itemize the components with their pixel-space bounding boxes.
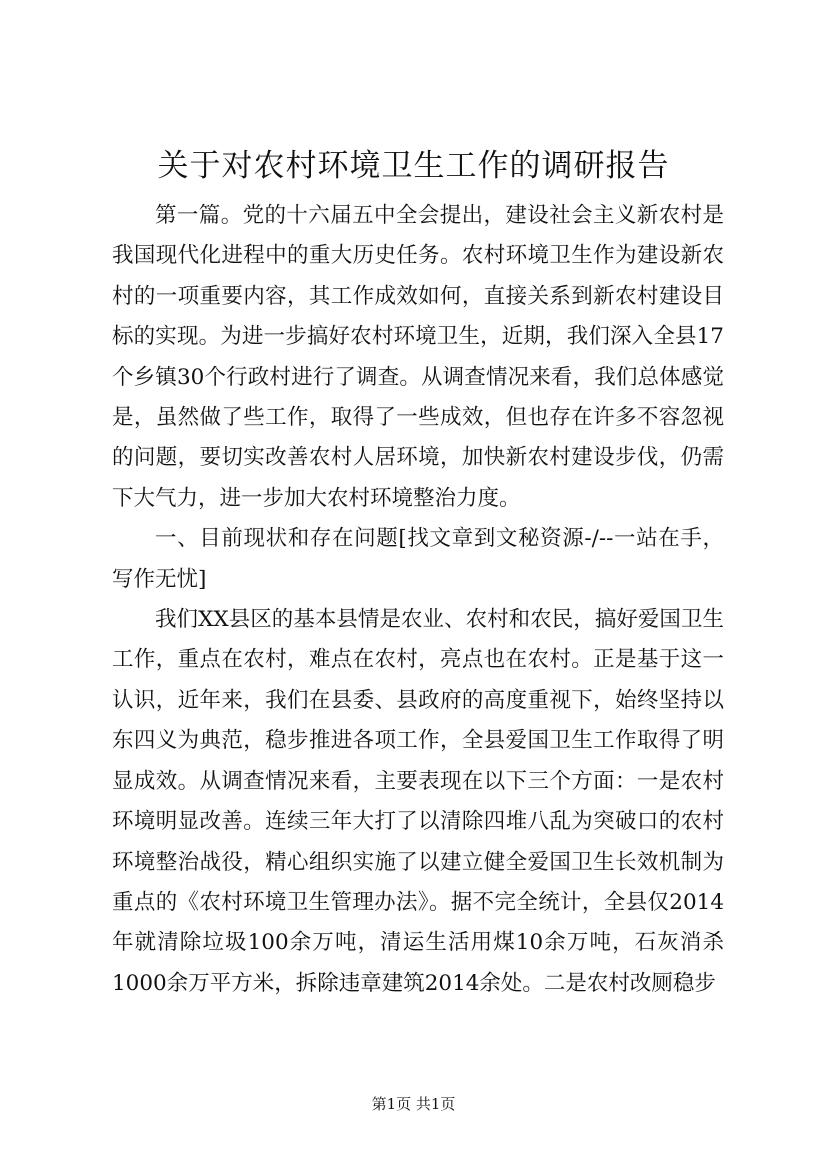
section-heading: 一、目前现状和存在问题[找文章到文秘资源-/--一站在手，写作无忧] [112,526,724,592]
page-number-footer: 第1页 共1页 [371,1095,456,1113]
document-body [112,196,724,1004]
document-title: 关于对农村环境卫生工作的调研报告 [157,148,670,184]
paragraph-current-status: 我们XX县区的基本县情是农业、农村和农民，搞好爱国卫生工作，重点在农村，难点在农村，亮点也在农村。正是基于这一认识，近年来，我们在县委、县政府的高度重视下，始终坚持以东四义为典范，稳步推进各项工作，全县爱国卫生工作取得了明显成效。从调查情况来看，主要表现在以下三个方面：一是农村环境明显改善。连续三年大打了以清除四堆八乱为突破口的农村环境整治战役，精心组织实施了以建立健全爱国卫生长效机制为重点的《农村环境卫生管理办法》。据不完全统计，全县仅2014年就清除垃圾100余万吨，清运生活用煤10余万吨，石灰消杀1000余万平方米，拆除违章建筑2014余处。二是农村改厕稳步 [112,607,724,996]
paragraph-intro: 第一篇。党的十六届五中全会提出，建设社会主义新农村是我国现代化进程中的重大历史任务。农村环境卫生作为建设新农村的一项重要内容，其工作成效如何，直接关系到新农村建设目标的实现。为进一步搞好农村环境卫生，近期，我们深入全县17个乡镇30个行政村进行了调查。从调查情况来看，我们总体感觉是，虽然做了些工作，取得了一些成效，但也存在许多不容忽视的问题，要切实改善农村人居环境，加快新农村建设步伐，仍需下大气力，进一步加大农村环境整治力度。 [112,203,724,511]
